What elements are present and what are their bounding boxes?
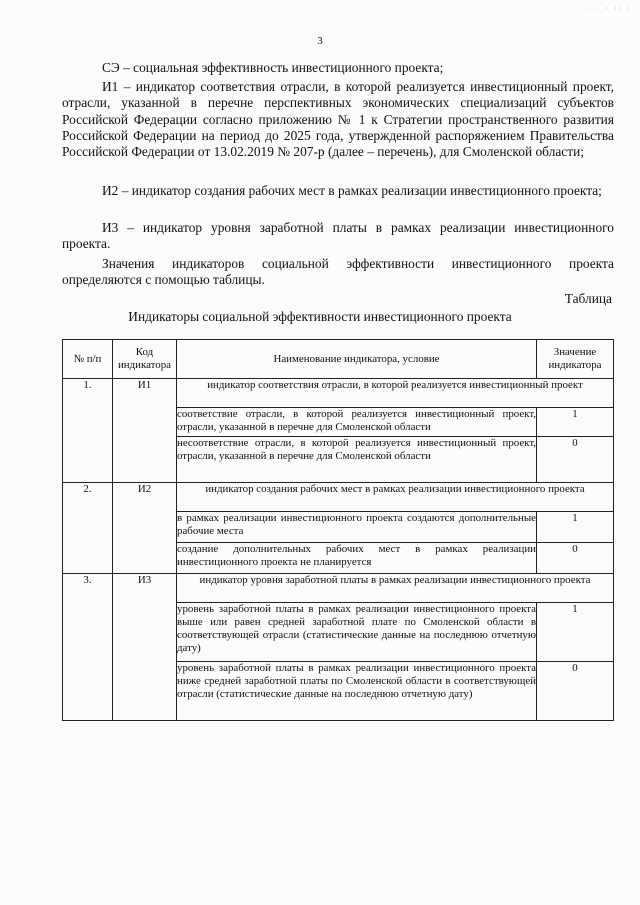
table-header-row (63, 340, 614, 379)
indicators-table (62, 339, 614, 721)
header-num: № п/п (63, 340, 113, 379)
indicator-title: индикатор соответствия отрасли, в которой реализуется инвестиционный проект (177, 379, 614, 408)
indicator-value: 0 (537, 543, 614, 574)
indicator-title: индикатор создания рабочих мест в рамках реализации инвестиционного проекта (177, 483, 614, 512)
row-code: И2 (113, 483, 177, 574)
indicator-value: 1 (537, 603, 614, 662)
condition-text: уровень заработной платы в рамках реализации инвестиционного проекта ниже средней заработной платы по Смоленской области в соответствующей отрасли (статистические данные на последнюю отчетную дату) (177, 662, 537, 721)
condition-text: создание дополнительных рабочих мест в рамках реализации инвестиционного проекта не планируется (177, 543, 537, 574)
header-code: Код индикатора (113, 340, 177, 379)
header-value: Значение индикатора (537, 340, 614, 379)
table-label: Таблица (564, 291, 612, 306)
table-row (63, 483, 614, 512)
table-title: Индикаторы социальной эффективности инвестиционного проекта (128, 309, 512, 324)
row-num: 1. (63, 379, 113, 483)
condition-text: соответствие отрасли, в которой реализуется инвестиционный проект, отрасли, указанной в перечне для Смоленской области (177, 408, 537, 437)
row-code: И1 (113, 379, 177, 483)
condition-text: в рамках реализации инвестиционного проекта создаются дополнительные рабочие места (177, 512, 537, 543)
indicator-value: 0 (537, 662, 614, 721)
row-num: 3. (63, 574, 113, 721)
table-row (63, 574, 614, 603)
row-code: И3 (113, 574, 177, 721)
indicator-value: 0 (537, 437, 614, 483)
condition-text: уровень заработной платы в рамках реализации инвестиционного проекта выше или равен средней заработной плате по Смоленской области в соответствующей отрасли (статистические данные на последнюю отчетную дату) (177, 603, 537, 662)
indicator-value: 1 (537, 512, 614, 543)
paragraph-se-definition: СЭ – социальная эффективность инвестиционного проекта; (102, 60, 444, 75)
paragraph-i2-definition: И2 – индикатор создания рабочих мест в рамках реализации инвестиционного проекта; (102, 183, 602, 198)
page-number: 3 (317, 35, 323, 47)
indicator-value: 1 (537, 408, 614, 437)
row-num: 2. (63, 483, 113, 574)
paragraph-i1-definition: И1 – индикатор соответствия отрасли, в которой реализуется инвестиционный проект, отрасли, указанной в перечне перспективных экономических специализаций субъектов Российской Федерации согласно приложению № 1 к Стратегии пространственного развития Российской Федерации на период до 2025 года, утвержденной распоряжением Правительства Российской Федерации от 13.02.2019 № 207-р (далее – перечень), для Смоленской области; (62, 79, 614, 160)
paragraph-i3-definition: И3 – индикатор уровня заработной платы в рамках реализации инвестиционного проекта. (62, 220, 614, 252)
header-name: Наименование индикатора, условие (177, 340, 537, 379)
paragraph-table-intro: Значения индикаторов социальной эффективности инвестиционного проекта определяются с помощью таблицы. (62, 256, 614, 288)
indicator-title: индикатор уровня заработной платы в рамках реализации инвестиционного проекта (177, 574, 614, 603)
condition-text: несоответствие отрасли, в которой реализуется инвестиционный проект, отрасли, указанной в перечне для Смоленской области (177, 437, 537, 483)
table-row (63, 379, 614, 408)
scan-artifact: · · · ·· · (588, 4, 632, 13)
